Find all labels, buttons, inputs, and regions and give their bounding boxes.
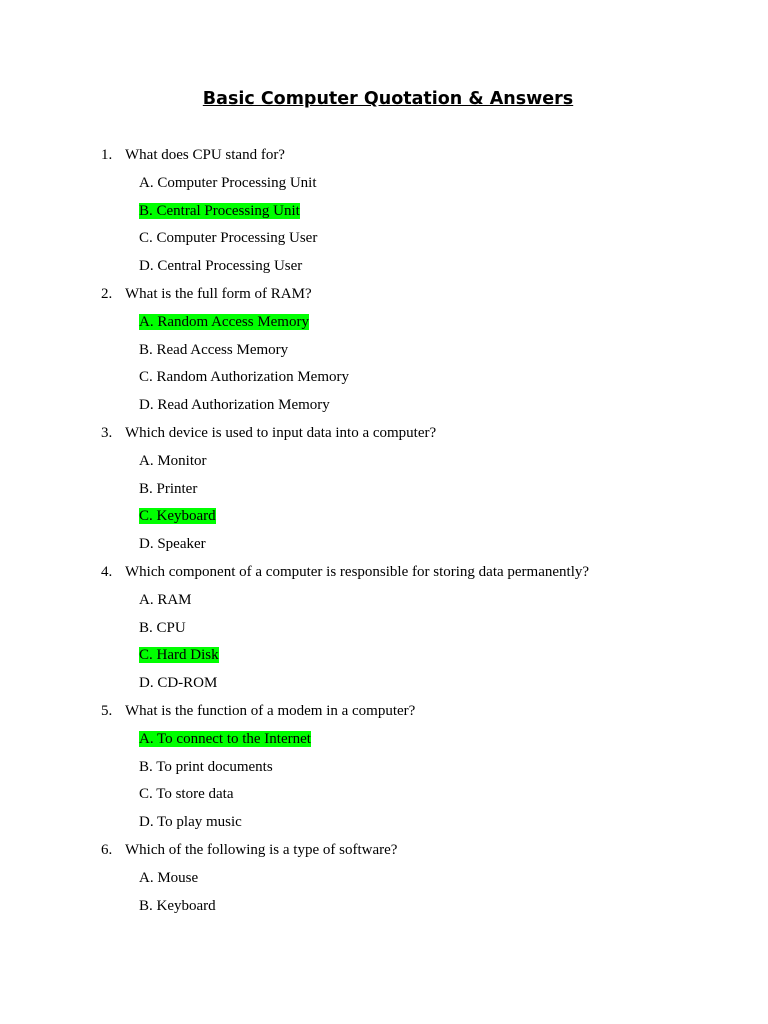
option-text: D. Read Authorization Memory (139, 397, 330, 414)
question-text: Which of the following is a type of software? (125, 841, 398, 858)
option-text: A. Mouse (139, 869, 199, 886)
correct-answer-highlight: A. Random Access Memory (139, 313, 309, 330)
question-6 (0, 837, 768, 865)
document-title: Basic Computer Quotation & Answers (202, 89, 574, 109)
option-1d (0, 253, 768, 281)
question-number: 5. (101, 702, 113, 719)
option-1c (0, 225, 768, 253)
question-number: 6. (101, 841, 113, 858)
correct-answer-highlight: B. Central Processing Unit (139, 202, 300, 219)
question-3 (0, 420, 768, 448)
question-number: 3. (101, 424, 113, 441)
correct-answer-highlight: C. Keyboard (139, 508, 216, 525)
correct-answer-highlight: A. To connect to the Internet (139, 730, 311, 747)
option-3a (0, 448, 768, 476)
option-text: B. Keyboard (139, 897, 216, 914)
question-text: What is the function of a modem in a computer? (125, 702, 416, 719)
option-text: A. RAM (139, 591, 192, 608)
option-6a (0, 865, 768, 893)
option-text: A. Monitor (139, 452, 207, 469)
option-text: D. CD-ROM (139, 675, 218, 692)
question-1 (0, 142, 768, 170)
option-4c (0, 642, 768, 670)
option-2d (0, 392, 768, 420)
question-2 (0, 281, 768, 309)
question-4 (0, 559, 768, 587)
option-2b (0, 337, 768, 365)
quiz-list (0, 142, 768, 920)
question-number: 2. (101, 285, 113, 302)
option-text: C. Random Authorization Memory (139, 369, 349, 386)
question-text: Which component of a computer is responsible for storing data permanently? (125, 563, 590, 580)
option-4a (0, 587, 768, 615)
option-3b (0, 476, 768, 504)
question-text: What is the full form of RAM? (125, 285, 312, 302)
option-1a (0, 170, 768, 198)
option-text: B. To print documents (139, 758, 273, 775)
option-5a (0, 726, 768, 754)
option-3d (0, 531, 768, 559)
option-text: C. To store data (139, 786, 234, 803)
option-2c (0, 364, 768, 392)
option-2a (0, 309, 768, 337)
option-5d (0, 809, 768, 837)
question-number: 1. (101, 147, 113, 163)
option-5b (0, 754, 768, 782)
option-3c (0, 503, 768, 531)
option-text: D. Central Processing User (139, 258, 303, 275)
question-text: Which device is used to input data into a computer? (125, 424, 437, 441)
option-text: B. Printer (139, 480, 198, 497)
option-1b (0, 198, 768, 226)
option-text: D. To play music (139, 814, 242, 831)
option-6b (0, 893, 768, 921)
option-text: B. Read Access Memory (139, 341, 289, 358)
question-number: 4. (101, 563, 113, 580)
option-4b (0, 615, 768, 643)
option-text: C. Computer Processing User (139, 230, 318, 247)
option-text: D. Speaker (139, 536, 206, 553)
correct-answer-highlight: C. Hard Disk (139, 647, 219, 664)
question-5 (0, 698, 768, 726)
option-4d (0, 670, 768, 698)
question-text: What does CPU stand for? (125, 147, 285, 163)
option-5c (0, 781, 768, 809)
option-text: B. CPU (139, 619, 186, 636)
option-text: A. Computer Processing Unit (139, 174, 317, 191)
